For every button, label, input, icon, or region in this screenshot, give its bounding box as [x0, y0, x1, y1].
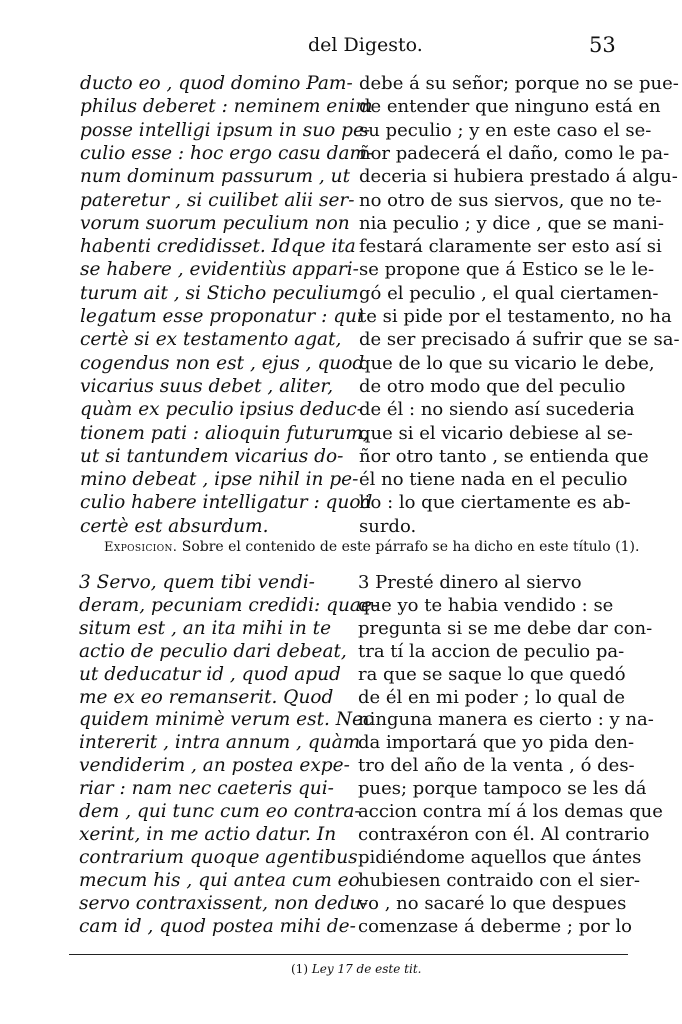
- text-line: pregunta si se me debe dar con-: [358, 617, 653, 639]
- text-line: se propone que á Estico se le le-: [359, 259, 655, 281]
- text-line: dem , qui tunc cum eo contra-: [79, 801, 361, 822]
- text-line: pues; porque tampoco se les dá: [358, 778, 647, 800]
- text-line: nia peculio ; y dice , que se mani-: [359, 212, 664, 234]
- text-line: quàm ex peculio ipsius deduc-: [80, 399, 364, 421]
- text-line: 3 Servo, quem tibi vendi-: [79, 572, 315, 593]
- running-title: del Digesto.: [308, 34, 423, 56]
- text-line: intererit , intra annum , quàm: [79, 732, 361, 754]
- text-line: que si el vicario debiese al se-: [359, 422, 633, 444]
- running-head: [0, 34, 682, 66]
- text-line: de entender que ninguno está en: [359, 96, 661, 118]
- text-line: no otro de sus siervos, que no te-: [359, 189, 662, 211]
- text-line: mino debeat , ipse nihil in pe-: [80, 469, 359, 491]
- page-number: 53: [589, 33, 616, 57]
- text-line: quidem minimè verum est. Nec: [79, 709, 374, 731]
- text-line: tra tí la accion de peculio pa-: [358, 640, 625, 662]
- footnote-marker: (1): [291, 962, 312, 976]
- text-line: tionem pati : alioquin futurum,: [80, 422, 369, 444]
- text-line: gó el peculio , el qual ciertamen-: [359, 282, 659, 304]
- text-line: de él : no siendo así sucederia: [359, 399, 635, 421]
- text-line: xerint, in me actio datur. In: [79, 823, 337, 845]
- text-line: 3 Presté dinero al siervo: [358, 572, 582, 593]
- text-line: culio habere intelligatur : quod: [80, 492, 373, 514]
- text-line: certè si ex testamento agat,: [80, 329, 342, 351]
- text-line: de ser precisado á sufrir que se sa-: [359, 329, 680, 351]
- text-line: deceria si hubiera prestado á algu-: [359, 166, 678, 188]
- text-line: philus deberet : neminem enim: [80, 96, 373, 118]
- text-line: ñor otro tanto , se entienda que: [359, 445, 649, 467]
- text-line: hubiesen contraido con el sier-: [358, 869, 640, 891]
- text-line: situm est , an ita mihi in te: [79, 617, 332, 639]
- text-line: vicarius suus debet , aliter,: [80, 375, 334, 397]
- text-line: cam id , quod postea mihi de-: [79, 915, 356, 937]
- exposition-text: Sobre el contenido de este párrafo se ha dicho en este título (1).: [181, 539, 640, 555]
- text-line: cogendus non est , ejus , quod: [80, 352, 365, 374]
- text-line: certè est absurdum.: [80, 515, 269, 537]
- text-line: habenti credidisset. Idque ita: [80, 236, 356, 258]
- text-line: actio de peculio dari debeat,: [79, 640, 347, 662]
- text-line: de él en mi poder ; lo qual de: [358, 686, 626, 708]
- text-line: ducto eo , quod domino Pam-: [80, 73, 353, 94]
- text-line: se habere , evidentiùs appari-: [80, 259, 359, 281]
- text-line: posse intelligi ipsum in suo pe-: [80, 119, 371, 141]
- text-line: comenzase á deberme ; por lo: [358, 915, 632, 937]
- text-line: me ex eo remanserit. Quod: [79, 686, 334, 708]
- text-line: pidiéndome aquellos que ántes: [358, 846, 642, 868]
- text-line: da importará que yo pida den-: [358, 732, 635, 754]
- text-line: que de lo que su vicario le debe,: [359, 352, 655, 374]
- text-line: vendiderim , an postea expe-: [79, 755, 350, 777]
- text-line: surdo.: [359, 515, 417, 537]
- text-line: él no tiene nada en el peculio: [359, 469, 628, 491]
- text-line: mecum his , qui antea cum eo: [79, 869, 360, 891]
- text-line: ninguna manera es cierto : y na-: [358, 709, 654, 731]
- footnote: [291, 960, 421, 978]
- text-line: legatum esse proponatur : qui: [80, 306, 363, 327]
- text-line: riar : nam nec caeteris qui-: [79, 778, 334, 800]
- exposition-label: Exposicion.: [104, 540, 178, 555]
- text-line: servo contraxissent, non dedu-: [79, 892, 368, 914]
- text-line: debe á su señor; porque no se pue-: [359, 73, 679, 94]
- exposition-note: [104, 537, 640, 558]
- text-line: de otro modo que del peculio: [359, 375, 626, 397]
- text-line: vo , no sacaré lo que despues: [358, 892, 627, 914]
- text-line: culio esse : hoc ergo casu dam-: [80, 142, 374, 164]
- text-line: ñor padecerá el daño, como le pa-: [359, 142, 670, 164]
- text-line: vorum suorum peculium non: [80, 212, 350, 234]
- text-line: festará claramente ser esto así si: [359, 236, 662, 258]
- text-line: ra que se saque lo que quedó: [358, 663, 626, 685]
- text-line: contrarium quoque agentibus: [79, 846, 358, 868]
- text-line: que yo te habia vendido : se: [358, 594, 614, 616]
- text-line: ut si tantundem vicarius do-: [80, 445, 344, 467]
- text-line: num dominum passurum , ut: [80, 166, 351, 188]
- text-line: tro del año de la venta , ó des-: [358, 755, 635, 777]
- footnote-divider: [69, 954, 628, 955]
- text-line: te si pide por el testamento, no ha: [359, 306, 672, 327]
- footnote-text: Ley 17 de este tit.: [311, 962, 422, 976]
- text-line: accion contra mí á los demas que: [358, 801, 663, 822]
- text-line: deram, pecuniam credidi: quae-: [79, 594, 379, 616]
- text-line: su peculio ; y en este caso el se-: [359, 119, 652, 141]
- text-line: lio : lo que ciertamente es ab-: [359, 492, 631, 514]
- text-line: contraxéron con él. Al contrario: [358, 823, 650, 845]
- text-line: turum ait , si Sticho peculium: [80, 282, 359, 304]
- text-line: pateretur , si cuilibet alii ser-: [80, 189, 355, 211]
- text-line: ut deducatur id , quod apud: [79, 663, 341, 685]
